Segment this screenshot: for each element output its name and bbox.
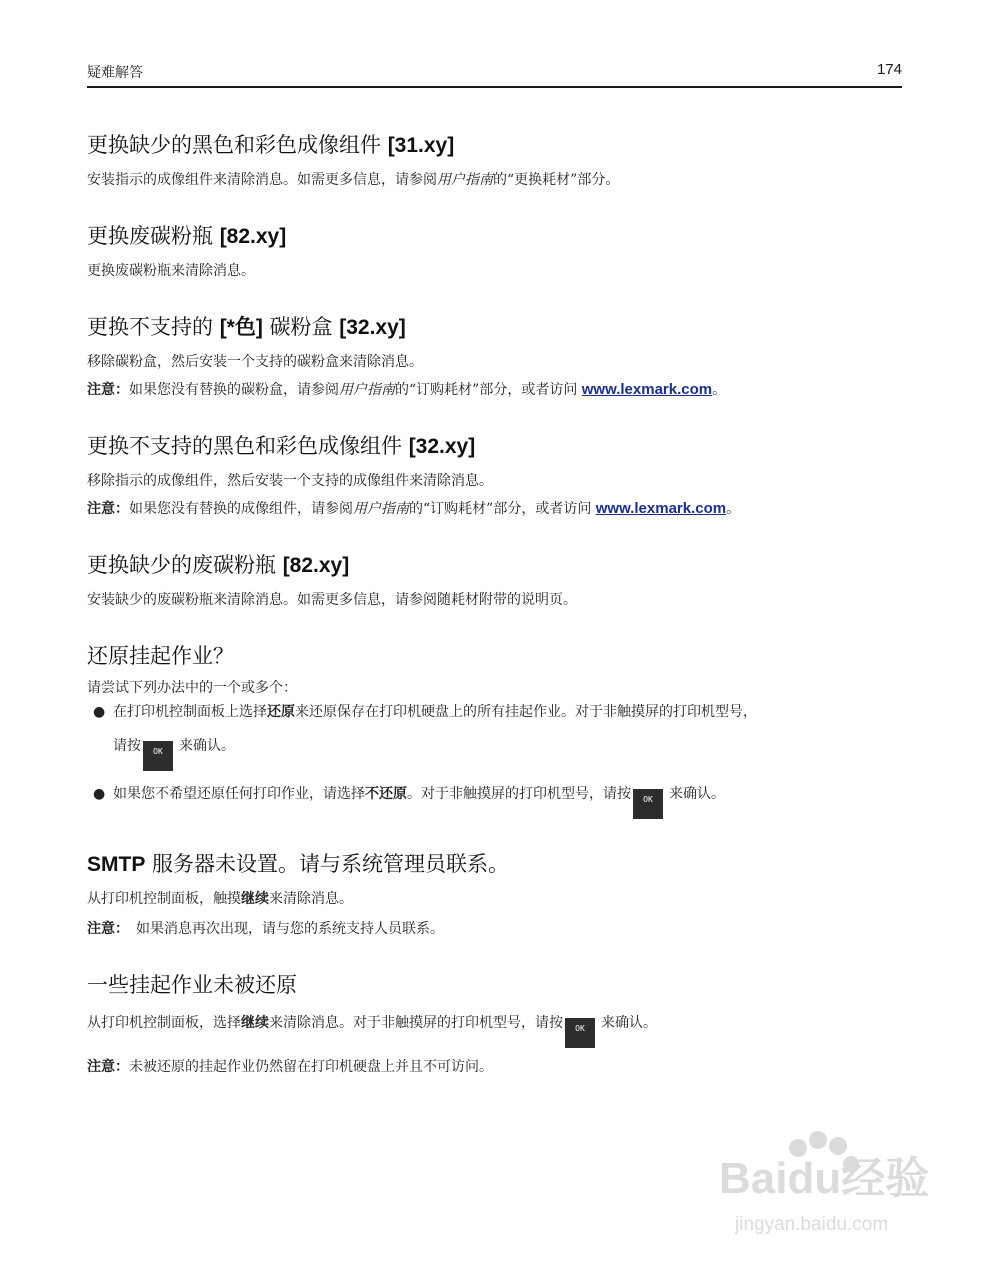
section-body: 移除碳粉盒，然后安装一个支持的碳粉盒来清除消息。 (87, 354, 423, 370)
section-replace-waste-bottle (87, 221, 907, 282)
section-note: 注意：如果您没有替换的碳粉盒，请参阅用户指南的“订购耗材”部分，或者访问 www.lexmark.com。 (87, 381, 727, 398)
section-body: 从打印机控制面板，触摸继续来清除消息。 (87, 891, 353, 907)
watermark-brand: Baidu经验 (719, 1154, 930, 1203)
section-body: 安装指示的成像组件来清除消息。如需更多信息，请参阅用户指南的“更换耗材”部分。 (87, 172, 620, 188)
list-item: ● 在打印机控制面板上选择还原来还原保存在打印机硬盘上的所有挂起作业。对于非触摸屏的打印机型号， 请按 OK 来确认。 (87, 701, 907, 771)
section-heading: 一些挂起作业未被还原 (87, 973, 297, 997)
section-heading: 更换不支持的黑色和彩色成像组件 [32.xy] (87, 434, 476, 458)
section-heading: 更换不支持的 [*色] 碳粉盒 [32.xy] (87, 315, 406, 339)
page-number: 174 (876, 61, 902, 78)
section-body: 安装缺少的废碳粉瓶来清除消息。如需更多信息，请参阅随耗材附带的说明页。 (87, 592, 577, 608)
guide-reference: 用户指南 (437, 172, 493, 188)
section-body: 从打印机控制面板，选择继续来清除消息。对于非触摸屏的打印机型号，请按 OK 来确认。 (87, 1012, 907, 1048)
section-held-jobs-not-restored (87, 970, 907, 1078)
option-list (87, 701, 907, 819)
baidu-watermark (693, 1122, 933, 1252)
watermark-url: jingyan.baidu.com (735, 1214, 889, 1235)
ok-key-icon: OK (633, 789, 663, 819)
section-restore-held-jobs (87, 641, 907, 819)
section-intro: 请尝试下列办法中的一个或多个： (87, 680, 297, 696)
section-body: 更换废碳粉瓶来清除消息。 (87, 263, 255, 279)
lexmark-link[interactable]: www.lexmark.com (595, 500, 727, 517)
guide-reference: 用户指南 (353, 501, 409, 517)
section-heading: SMTP 服务器未设置。请与系统管理员联系。 (87, 852, 510, 876)
section-note: 注意： 如果消息再次出现，请与您的系统支持人员联系。 (87, 921, 444, 937)
page-content (87, 130, 907, 1078)
section-replace-missing-imaging-kit (87, 130, 907, 191)
section-unsupported-toner (87, 312, 907, 401)
section-smtp-not-setup (87, 849, 907, 940)
header-title: 疑难解答 (87, 65, 143, 81)
section-heading: 更换缺少的黑色和彩色成像组件 [31.xy] (87, 133, 455, 157)
section-note: 注意：如果您没有替换的成像组件，请参阅用户指南的“订购耗材”部分，或者访问 www.lexmark.com。 (87, 500, 741, 517)
section-body: 移除指示的成像组件，然后安装一个支持的成像组件来清除消息。 (87, 473, 493, 489)
section-heading: 更换废碳粉瓶 [82.xy] (87, 224, 287, 248)
section-heading: 还原挂起作业？ (87, 644, 234, 668)
ok-key-icon: OK (565, 1018, 595, 1048)
bullet-icon: ● (93, 786, 106, 802)
ok-key-icon: OK (143, 741, 173, 771)
bullet-icon: ● (93, 704, 106, 720)
list-item: ● 如果您不希望还原任何打印作业，请选择不还原。对于非触摸屏的打印机型号，请按 OK 来确认。 (87, 783, 907, 819)
section-missing-waste-bottle (87, 550, 907, 611)
page-header (87, 62, 902, 88)
guide-reference: 用户指南 (339, 382, 395, 398)
section-note: 注意：未被还原的挂起作业仍然留在打印机硬盘上并且不可访问。 (87, 1059, 493, 1075)
section-unsupported-imaging-kit (87, 431, 907, 520)
section-heading: 更换缺少的废碳粉瓶 [82.xy] (87, 553, 350, 577)
lexmark-link[interactable]: www.lexmark.com (581, 381, 713, 398)
